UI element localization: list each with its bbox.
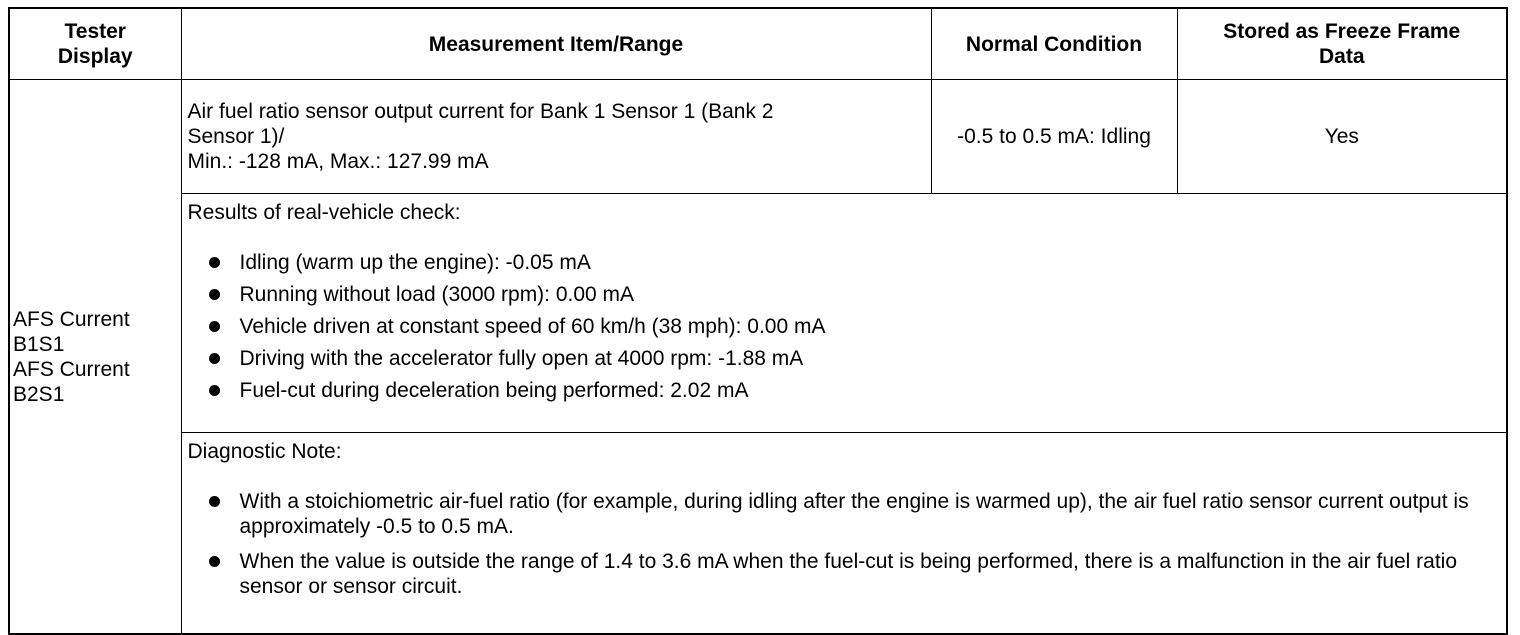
bullet-icon xyxy=(209,556,220,567)
real-vehicle-check-cell xyxy=(181,194,1507,433)
list-item: Fuel-cut during deceleration being performed: 2.02 mA xyxy=(188,378,1501,403)
normal-condition-cell: -0.5 to 0.5 mA: Idling xyxy=(931,80,1177,194)
diagnostic-note-cell xyxy=(181,433,1507,635)
header-measurement: Measurement Item/Range xyxy=(181,8,931,80)
freeze-frame-cell: Yes xyxy=(1177,80,1507,194)
header-freeze-frame-line: Data xyxy=(1318,45,1365,68)
header-freeze-frame xyxy=(1177,8,1507,80)
list-item: Running without load (3000 rpm): 0.00 mA xyxy=(188,282,1501,307)
bullet-icon xyxy=(209,353,220,364)
bullet-icon xyxy=(209,496,220,507)
list-item: When the value is outside the range of 1.4 to 3.6 mA when the fuel-cut is being performed, there is a malfunction in the air fuel ratio sensor or sensor circuit. xyxy=(188,549,1501,599)
bullet-icon xyxy=(209,321,220,332)
real-vehicle-check-list xyxy=(188,250,1501,403)
measurement-line: Min.: -128 mA, Max.: 127.99 mA xyxy=(187,150,489,173)
header-tester-display-line: Tester xyxy=(64,20,126,43)
tester-display-line: B2S1 xyxy=(13,382,65,406)
list-item: Driving with the accelerator fully open at 4000 rpm: -1.88 mA xyxy=(188,346,1501,371)
table-row xyxy=(9,433,1507,635)
tester-display-line: AFS Current xyxy=(13,307,130,331)
measurement-line: Sensor 1)/ xyxy=(187,125,285,148)
header-tester-display xyxy=(9,8,181,80)
table-row xyxy=(9,80,1507,194)
tester-display-line: AFS Current xyxy=(13,357,130,381)
bullet-icon xyxy=(209,289,220,300)
list-item: Idling (warm up the engine): -0.05 mA xyxy=(188,250,1501,275)
list-item: Vehicle driven at constant speed of 60 km/h (38 mph): 0.00 mA xyxy=(188,314,1501,339)
header-freeze-frame-line: Stored as Freeze Frame xyxy=(1223,20,1461,43)
tester-display-line: B1S1 xyxy=(13,332,65,356)
diagnostic-note-title: Diagnostic Note: xyxy=(187,440,342,463)
diagnostic-note-list xyxy=(188,489,1501,599)
measurement-line: Air fuel ratio sensor output current for Bank 1 Sensor 1 (Bank 2 xyxy=(187,100,774,123)
tester-display-cell xyxy=(9,80,181,635)
table-row xyxy=(9,194,1507,433)
list-item: With a stoichiometric air-fuel ratio (for example, during idling after the engine is warmed up), the air fuel ratio sensor current output is approximately -0.5 to 0.5 mA. xyxy=(188,489,1501,539)
bullet-icon xyxy=(209,257,220,268)
header-row xyxy=(9,8,1507,80)
bullet-icon xyxy=(209,385,220,396)
data-list-table xyxy=(8,7,1508,635)
header-tester-display-line: Display xyxy=(57,45,133,68)
header-normal-condition: Normal Condition xyxy=(931,8,1177,80)
real-vehicle-check-title: Results of real-vehicle check: xyxy=(187,201,461,224)
measurement-cell xyxy=(181,80,931,194)
